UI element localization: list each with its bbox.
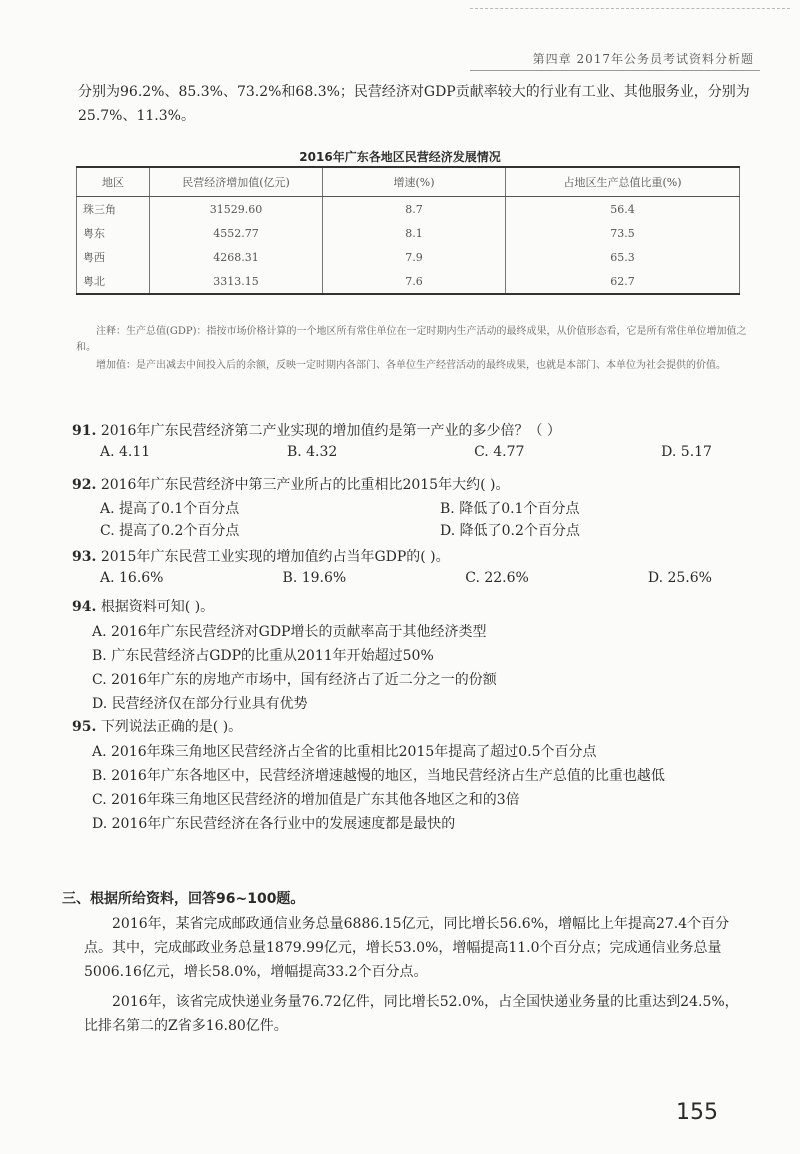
option-c: C. 22.6% bbox=[465, 570, 529, 586]
table-header-row bbox=[77, 167, 740, 197]
question-number: 94. bbox=[72, 599, 97, 615]
cell-share: 56.4 bbox=[506, 197, 740, 222]
section-heading: 三、根据所给资料，回答96~100题。 bbox=[62, 891, 305, 907]
material-passage bbox=[84, 912, 744, 1044]
cell-value-added: 31529.60 bbox=[150, 197, 323, 222]
option-a: A. 4.11 bbox=[100, 444, 151, 460]
cell-region: 粤西 bbox=[77, 245, 150, 269]
option-list bbox=[72, 620, 752, 716]
question-text: 下列说法正确的是( )。 bbox=[100, 719, 243, 735]
cell-value-added: 4268.31 bbox=[150, 245, 323, 269]
question-text: 2015年广东民营工业实现的增加值约占当年GDP的( )。 bbox=[100, 549, 450, 565]
question-number: 93. bbox=[72, 549, 97, 565]
cell-region: 珠三角 bbox=[77, 197, 150, 222]
cell-share: 73.5 bbox=[506, 221, 740, 245]
table-row bbox=[77, 221, 740, 245]
note-value-added: 增加值：是产出减去中间投入后的余额，反映一定时期内各部门、各单位生产经营活动的最终成果，也就是本部门、本单位为社会提供的价值。 bbox=[96, 360, 726, 371]
option-c: C. 2016年广东的房地产市场中，国有经济占了近二分之一的份额 bbox=[92, 672, 497, 688]
intro-paragraph: 分别为96.2%、85.3%、73.2%和68.3%；民营经济对GDP贡献率较大的行业有工业、其他服务业，分别为25.7%、11.3%。 bbox=[78, 84, 750, 124]
question-stem bbox=[72, 596, 752, 618]
cell-growth: 7.6 bbox=[323, 269, 506, 294]
question-91 bbox=[72, 420, 752, 460]
option-b: B. 降低了0.1个百分点 bbox=[440, 501, 580, 517]
option-b: B. 广东民营经济占GDP的比重从2011年开始超过50% bbox=[92, 648, 434, 664]
header-rule bbox=[470, 70, 760, 71]
note-gdp: 注释：生产总值(GDP)：指按市场价格计算的一个地区所有常住单位在一定时期内生产活动的最终成果，从价值形态看，它是所有常住单位增加值之和。 bbox=[76, 326, 747, 353]
question-93 bbox=[72, 546, 752, 586]
option-c: C. 4.77 bbox=[474, 444, 525, 460]
cell-value-added: 4552.77 bbox=[150, 221, 323, 245]
table-title: 2016年广东各地区民营经济发展情况 bbox=[299, 150, 501, 164]
question-92 bbox=[72, 474, 752, 540]
question-95 bbox=[72, 716, 752, 836]
option-list bbox=[72, 498, 752, 540]
option-d: D. 25.6% bbox=[647, 570, 712, 586]
col-header-value-added: 民营经济增加值(亿元) bbox=[150, 167, 323, 197]
question-text: 2016年广东民营经济中第三产业所占的比重相比2015年大约( )。 bbox=[100, 477, 510, 493]
cell-growth: 8.7 bbox=[323, 197, 506, 222]
table-row bbox=[77, 269, 740, 294]
option-a: A. 16.6% bbox=[100, 570, 164, 586]
cell-growth: 7.9 bbox=[323, 245, 506, 269]
question-94 bbox=[72, 596, 752, 716]
cell-share: 65.3 bbox=[506, 245, 740, 269]
question-number: 95. bbox=[72, 719, 97, 735]
page-number: 155 bbox=[676, 1100, 718, 1125]
option-d: D. 5.17 bbox=[661, 444, 712, 460]
col-header-growth: 增速(%) bbox=[323, 167, 506, 197]
cell-region: 粤北 bbox=[77, 269, 150, 294]
running-header: 第四章 2017年公务员考试资料分析题 bbox=[532, 52, 754, 66]
option-a: A. 2016年广东民营经济对GDP增长的贡献率高于其他经济类型 bbox=[92, 624, 487, 640]
option-list bbox=[72, 444, 752, 460]
col-header-share: 占地区生产总值比重(%) bbox=[506, 167, 740, 197]
scan-top-rule bbox=[470, 8, 790, 9]
question-text: 根据资料可知( )。 bbox=[100, 599, 215, 615]
cell-value-added: 3313.15 bbox=[150, 269, 323, 294]
option-b: B. 2016年广东各地区中，民营经济增速越慢的地区，当地民营经济占生产总值的比重也越低 bbox=[92, 768, 665, 784]
option-d: D. 2016年广东民营经济在各行业中的发展速度都是最快的 bbox=[92, 816, 456, 832]
question-stem bbox=[72, 716, 752, 738]
material-paragraph: 2016年，某省完成邮政通信业务总量6886.15亿元，同比增长56.6%，增幅比上年提高27.4个百分点。其中，完成邮政业务总量1879.99亿元，增长53.0%，增幅提高11.0个百分点；完成通信业务总量5006.16亿元，增长58.0%，增幅提高33.2个百分点。 bbox=[84, 916, 730, 980]
question-text: 2016年广东民营经济第二产业实现的增加值约是第一产业的多少倍？（ ） bbox=[100, 423, 561, 439]
question-number: 91. bbox=[72, 423, 97, 439]
table-row bbox=[77, 245, 740, 269]
option-list bbox=[72, 740, 752, 836]
option-c: C. 2016年珠三角地区民营经济的增加值是广东其他各地区之和的3倍 bbox=[92, 792, 520, 808]
question-number: 92. bbox=[72, 477, 97, 493]
option-b: B. 19.6% bbox=[282, 570, 347, 586]
cell-region: 粤东 bbox=[77, 221, 150, 245]
regional-economy-table bbox=[76, 166, 740, 295]
option-d: D. 降低了0.2个百分点 bbox=[440, 523, 580, 539]
option-a: A. 提高了0.1个百分点 bbox=[100, 501, 240, 517]
table-row bbox=[77, 197, 740, 222]
material-paragraph: 2016年，该省完成快递业务量76.72亿件，同比增长52.0%，占全国快递业务量的比重达到24.5%，比排名第二的Z省多16.80亿件。 bbox=[84, 994, 739, 1034]
cell-growth: 8.1 bbox=[323, 221, 506, 245]
col-header-region: 地区 bbox=[77, 167, 150, 197]
option-a: A. 2016年珠三角地区民营经济占全省的比重相比2015年提高了超过0.5个百分点 bbox=[92, 744, 597, 760]
question-stem bbox=[72, 474, 752, 496]
question-stem bbox=[72, 420, 752, 442]
cell-share: 62.7 bbox=[506, 269, 740, 294]
option-list bbox=[72, 570, 752, 586]
option-b: B. 4.32 bbox=[286, 444, 338, 460]
option-c: C. 提高了0.2个百分点 bbox=[100, 523, 240, 539]
question-stem bbox=[72, 546, 752, 568]
option-d: D. 民营经济仅在部分行业具有优势 bbox=[92, 696, 308, 712]
table-notes bbox=[76, 324, 748, 376]
